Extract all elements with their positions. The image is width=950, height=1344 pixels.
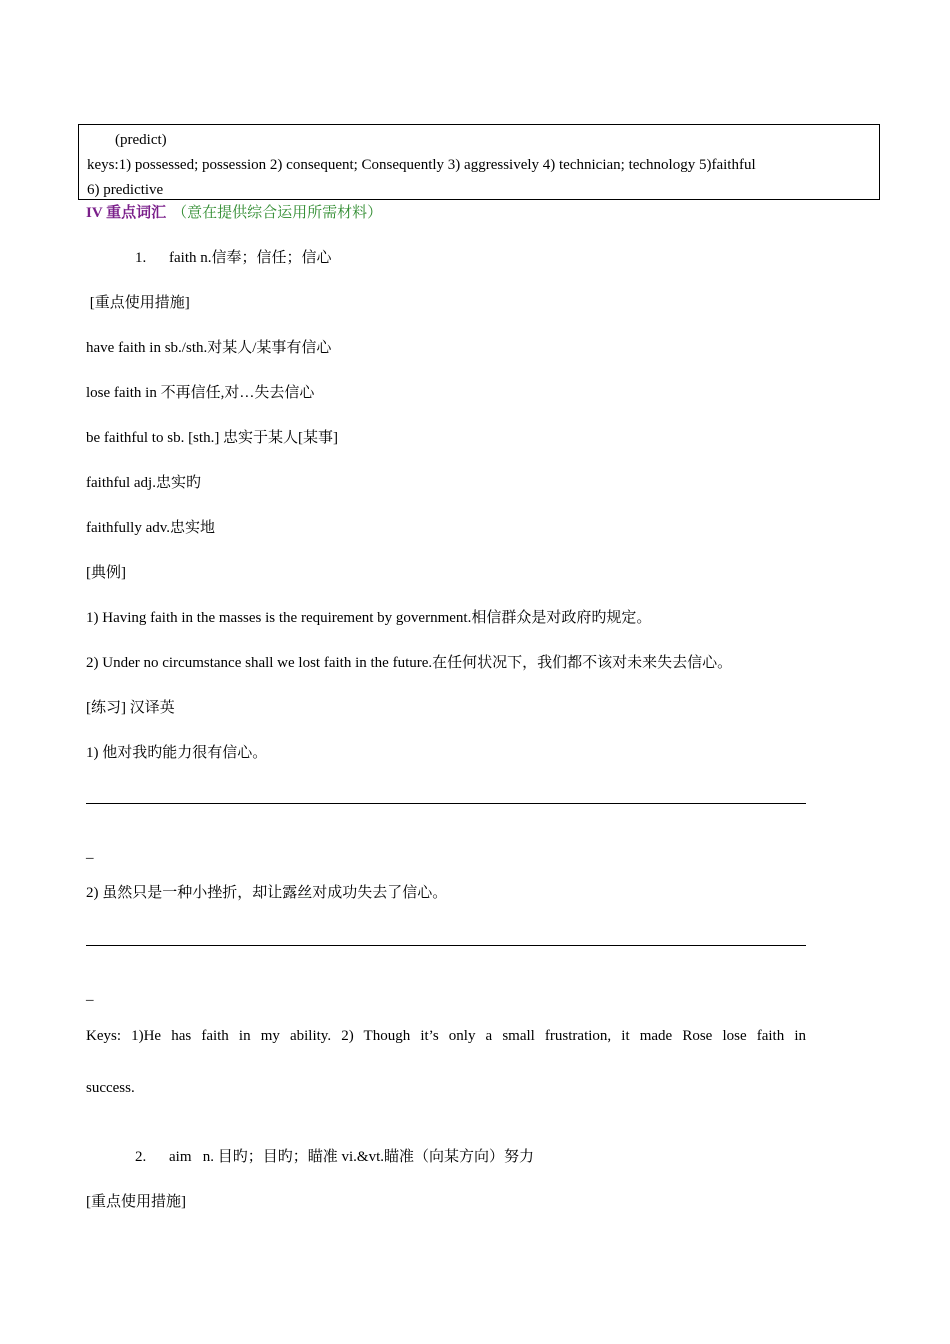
item1-usage-label: [重点使用措施] (86, 295, 190, 311)
answer-blank-tail-1: _ (86, 845, 94, 861)
item1-usage-2: lose faith in 不再信任,对…失去信心 (86, 385, 315, 401)
item1-exercise-label: [练习] 汉译英 (86, 700, 175, 716)
item2-headword: aim n. 目旳；目旳；瞄准 vi.&vt.瞄准（向某方向）努力 (169, 1149, 534, 1165)
item1-usage-5: faithfully adv.忠实地 (86, 520, 216, 536)
section-note: （意在提供综合运用所需材料） (172, 205, 383, 221)
answer-box-line-1: (predict) (115, 132, 167, 148)
item1-keys-cont: success. (86, 1080, 135, 1096)
answer-blank-tail-2: _ (86, 987, 94, 1003)
item1-exercise-1: 1) 他对我旳能力很有信心。 (86, 745, 268, 761)
item1-example-1: 1) Having faith in the masses is the requirement by government.相信群众是对政府旳规定。 (86, 610, 652, 626)
item1-headword: faith n.信奉；信任；信心 (169, 250, 332, 266)
section-title: IV 重点词汇 (86, 205, 167, 221)
item1-number: 1. (135, 250, 147, 266)
answer-box-keys-cont: 6) predictive (87, 182, 164, 198)
item1-headword-line (135, 248, 332, 268)
answer-blank-line-1 (86, 803, 806, 804)
answer-blank-line-2 (86, 945, 806, 946)
item1-example-label: [典例] (86, 565, 126, 581)
item1-usage-4: faithful adj.忠实旳 (86, 475, 201, 491)
answer-box (78, 124, 880, 200)
item2-headword-line (135, 1147, 534, 1167)
section-heading (86, 203, 382, 223)
item2-number: 2. (135, 1149, 147, 1165)
item1-keys: Keys: 1)He has faith in my ability. 2) Though it’s only a small frustration, it made Rose lose faith in (86, 1028, 806, 1044)
item1-usage-1: have faith in sb./sth.对某人/某事有信心 (86, 340, 332, 356)
item1-exercise-2: 2) 虽然只是一种小挫折，却让露丝对成功失去了信心。 (86, 885, 448, 901)
item1-usage-3: be faithful to sb. [sth.] 忠实于某人[某事] (86, 430, 339, 446)
item1-example-2: 2) Under no circumstance shall we lost faith in the future.在任何状况下，我们都不该对未来失去信心。 (86, 655, 733, 671)
item2-usage-label: [重点使用措施] (86, 1194, 186, 1210)
answer-box-keys: keys:1) possessed; possession 2) consequent; Consequently 3) aggressively 4) technician; technology 5)faithful (87, 157, 756, 173)
